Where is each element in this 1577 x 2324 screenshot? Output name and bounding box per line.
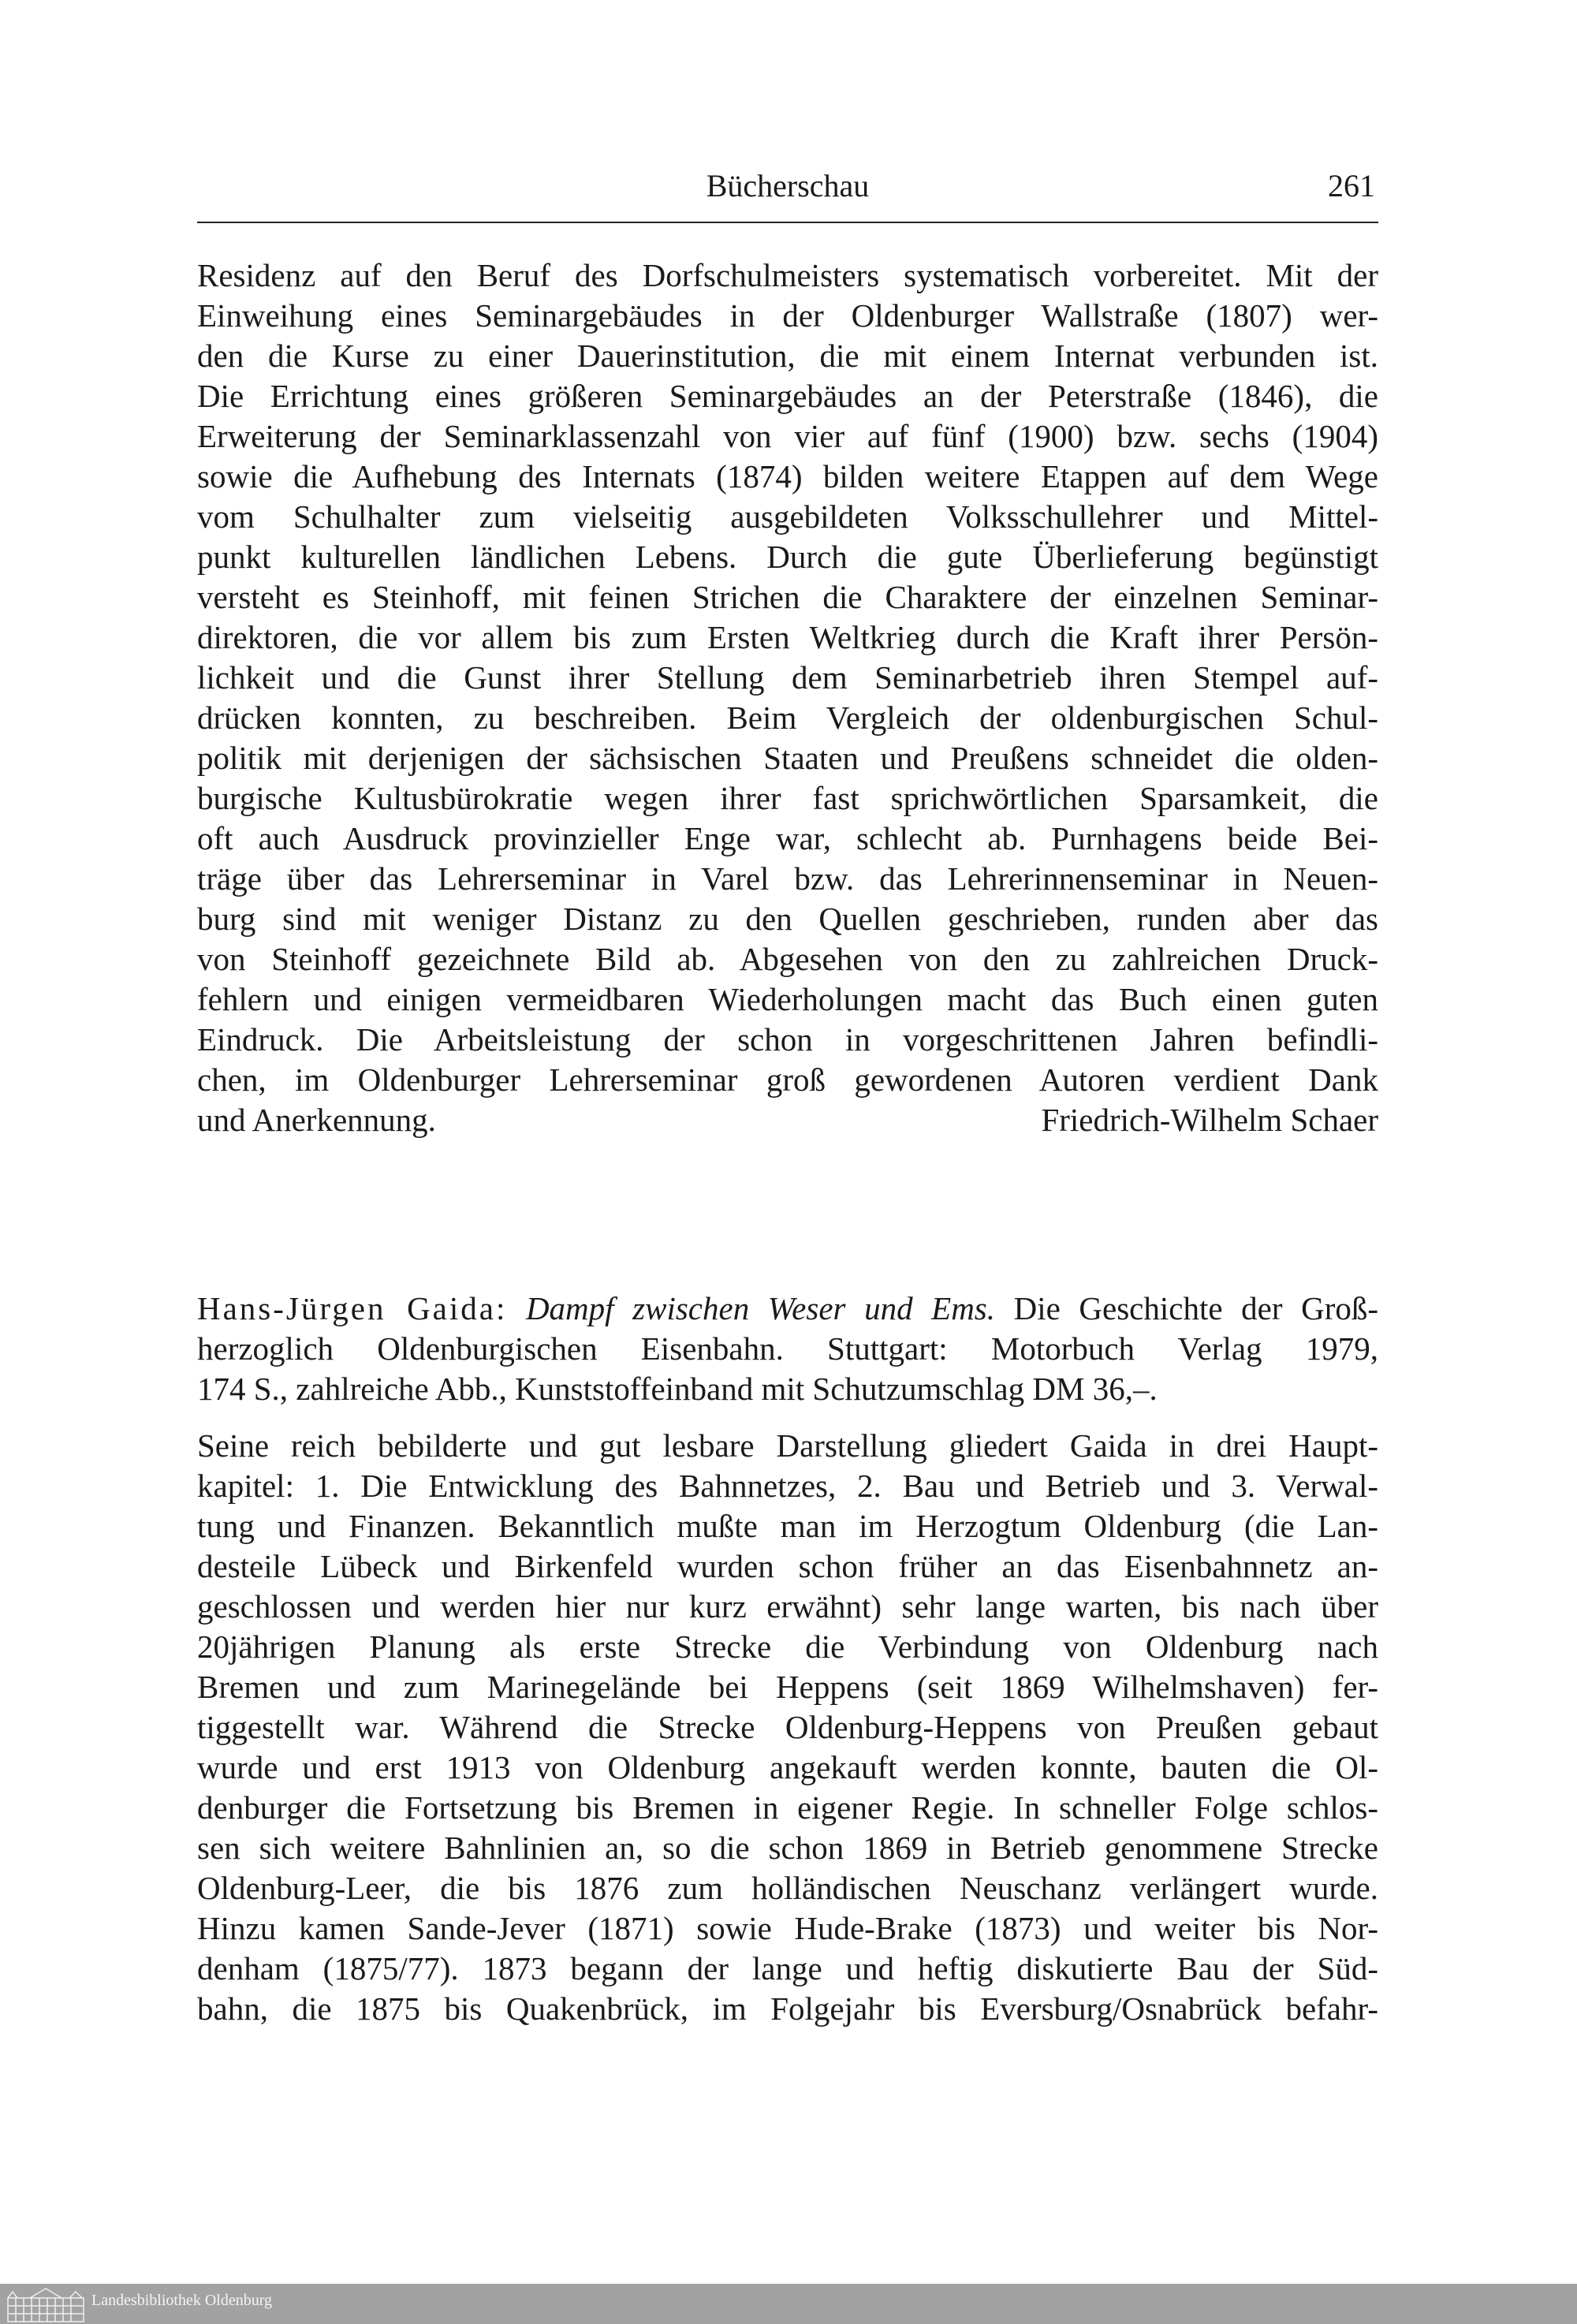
text-line: Die Errichtung eines größeren Seminargebäudes an der Peterstraße (1846), die — [197, 378, 1378, 414]
text-line: drücken konnten, zu beschreiben. Beim Vergleich der oldenburgischen Schul- — [197, 699, 1378, 736]
library-name: Landesbibliothek Oldenburg — [91, 2292, 273, 2309]
text-line: 20jährigen Planung als erste Strecke die Verbindung von Oldenburg nach — [197, 1628, 1378, 1665]
text-line: und Anerkennung. — [197, 1102, 436, 1138]
text-line: Seine reich bebilderte und gut lesbare Darstellung gliedert Gaida in drei Haupt- — [197, 1427, 1378, 1464]
text-line: den die Kurse zu einer Dauerinstitution, die mit einem Internat verbunden ist. — [197, 338, 1378, 374]
text-line: fehlern und einigen vermeidbaren Wiederholungen macht das Buch einen guten — [197, 981, 1378, 1017]
text-line: kapitel: 1. Die Entwicklung des Bahnnetzes, 2. Bau und Betrieb und 3. Verwal- — [197, 1468, 1378, 1504]
citation-title: Dampf zwischen Weser und Ems. — [525, 1290, 996, 1326]
library-building-logo — [6, 2287, 85, 2323]
text-line: direktoren, die vor allem bis zum Ersten Weltkrieg durch die Kraft ihrer Persön- — [197, 619, 1378, 655]
text-line: oft auch Ausdruck provinzieller Enge war, schlecht ab. Purnhagens beide Bei- — [197, 820, 1378, 856]
running-title: Bücherschau — [706, 168, 870, 203]
text-line: desteile Lübeck und Birkenfeld wurden schon früher an das Eisenbahnnetz an- — [197, 1548, 1378, 1584]
text-line: träge über das Lehrerseminar in Varel bzw. das Lehrerinnenseminar in Neuen- — [197, 860, 1378, 897]
review-2-text — [197, 1426, 1378, 2029]
page-number: 261 — [1328, 168, 1375, 203]
header-rule — [197, 222, 1378, 223]
text-line: chen, im Oldenburger Lehrerseminar groß gewordenen Autoren verdient Dank — [197, 1061, 1378, 1098]
running-header — [197, 167, 1378, 207]
text-line: Eindruck. Die Arbeitsleistung der schon in vorgeschrittenen Jahren befindli- — [197, 1021, 1378, 1058]
citation-text: Die Geschichte der Groß- — [1013, 1290, 1378, 1326]
text-line: tiggestellt war. Während die Strecke Oldenburg-Heppens von Preußen gebaut — [197, 1709, 1378, 1745]
text-line: Einweihung eines Seminargebäudes in der Oldenburger Wallstraße (1807) wer- — [197, 297, 1378, 334]
text-line: von Steinhoff gezeichnete Bild ab. Abgesehen von den zu zahlreichen Druck- — [197, 941, 1378, 977]
text-line: versteht es Steinhoff, mit feinen Strichen die Charaktere der einzelnen Seminar- — [197, 579, 1378, 615]
text-line: sowie die Aufhebung des Internats (1874) bilden weitere Etappen auf dem Wege — [197, 458, 1378, 494]
text-line: wurde und erst 1913 von Oldenburg angekauft werden konnte, bauten die Ol- — [197, 1749, 1378, 1785]
text-line: vom Schulhalter zum vielseitig ausgebildeten Volksschullehrer und Mittel- — [197, 498, 1378, 535]
text-line: lichkeit und die Gunst ihrer Stellung dem Seminarbetrieb ihren Stempel auf- — [197, 659, 1378, 696]
closing-line — [197, 1100, 1378, 1140]
text-line: politik mit derjenigen der sächsischen Staaten und Preußens schneidet die olden- — [197, 740, 1378, 776]
review-1-text — [197, 256, 1378, 1140]
footer-bar — [0, 2284, 1577, 2324]
text-line: sen sich weitere Bahnlinien an, so die schon 1869 in Betrieb genommene Strecke — [197, 1830, 1378, 1866]
citation-line: 174 S., zahlreiche Abb., Kunststoffeinband mit Schutzumschlag DM 36,–. — [197, 1371, 1158, 1407]
text-line: Oldenburg-Leer, die bis 1876 zum holländischen Neuschanz verlängert wurde. — [197, 1870, 1378, 1906]
text-line: burgische Kultusbürokratie wegen ihrer fast sprichwörtlichen Sparsamkeit, die — [197, 780, 1378, 816]
review-2-citation — [197, 1289, 1378, 1409]
citation-line: herzoglich Oldenburgischen Eisenbahn. Stuttgart: Motorbuch Verlag 1979, — [197, 1330, 1378, 1367]
citation-author: Hans-Jürgen Gaida: — [197, 1290, 508, 1326]
text-line: geschlossen und werden hier nur kurz erwähnt) sehr lange warten, bis nach über — [197, 1588, 1378, 1625]
text-line: bahn, die 1875 bis Quakenbrück, im Folgejahr bis Eversburg/Osnabrück befahr- — [197, 1990, 1378, 2027]
reviewer-name: Friedrich-Wilhelm Schaer — [1041, 1102, 1378, 1138]
text-line: denburger die Fortsetzung bis Bremen in eigener Regie. In schneller Folge schlos- — [197, 1789, 1378, 1826]
text-line: punkt kulturellen ländlichen Lebens. Durch die gute Überlieferung begünstigt — [197, 539, 1378, 575]
text-line: Residenz auf den Beruf des Dorfschulmeisters systematisch vorbereitet. Mit der — [197, 257, 1378, 293]
text-line: tung und Finanzen. Bekanntlich mußte man im Herzogtum Oldenburg (die Lan- — [197, 1508, 1378, 1544]
text-line: Erweiterung der Seminarklassenzahl von vier auf fünf (1900) bzw. sechs (1904) — [197, 418, 1378, 454]
text-line: Hinzu kamen Sande-Jever (1871) sowie Hude-Brake (1873) und weiter bis Nor- — [197, 1910, 1378, 1946]
text-line: Bremen und zum Marinegelände bei Heppens (seit 1869 Wilhelmshaven) fer- — [197, 1669, 1378, 1705]
text-line: denham (1875/77). 1873 begann der lange und heftig diskutierte Bau der Süd- — [197, 1950, 1378, 1986]
text-line: burg sind mit weniger Distanz zu den Quellen geschrieben, runden aber das — [197, 901, 1378, 937]
